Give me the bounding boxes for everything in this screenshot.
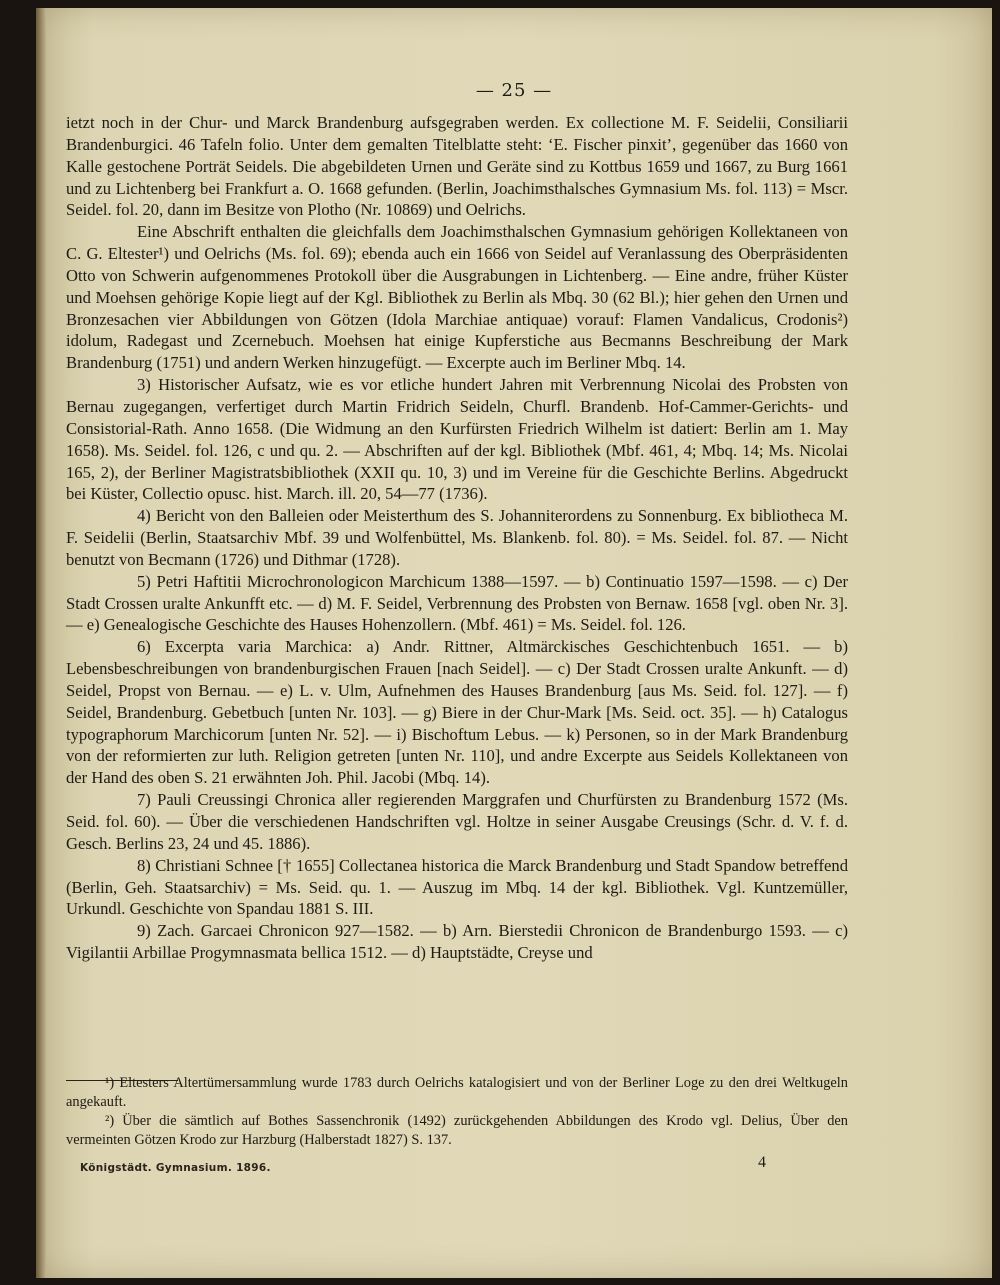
paragraph-1: ietzt noch in der Chur- und Marck Brandenburg aufsgegraben werden. Ex collectione M. F. Seidelii, Consiliarii Brandenburgici. 46 Tafeln folio. Unter dem gemalten Titelblatte steht: ‘E. Fischer pinxit’, gegenüber das 1660 von Kalle gestochene Porträt Seidels. Die abgebildeten Urnen und Geräte sind zu Kottbus 1659 und 1667, zu Burg 1661 und zu Lichtenberg bei Frankfurt a. O. 1668 gefunden. (Berlin, Joachimsthalsches Gymnasium Ms. fol. 113) = Mscr. Seidel. fol. 20, dann im Besitze von Plotho (Nr. 10869) und Oelrichs.: [66, 113, 848, 220]
paragraph-8: 8) Christiani Schnee [† 1655] Collectanea historica die Marck Brandenburg und Stadt Spandow betreffend (Berlin, Geh. Staatsarchiv) = Ms. Seid. qu. 1. — Auszug im Mbq. 14 der kgl. Bibliothek. Vgl. Kuntzemüller, Urkundl. Geschichte von Spandau 1881 S. III.: [66, 855, 848, 919]
paragraph-6: 6) Excerpta varia Marchica: a) Andr. Rittner, Altmärckisches Geschichtenbuch 1651. — b) Lebensbeschreibungen von brandenburgischen Frauen [nach Seidel]. — c) Der Stadt Crossen uralte Ankunft. — d) Seidel, Propst von Bernau. — e) L. v. Ulm, Aufnehmen des Hauses Brandenburg [aus Ms. Seid. fol. 127]. — f) Seidel, Brandenburg. Gebetbuch [unten Nr. 103]. — g) Biere in der Chur-Mark [Ms. Seid. oct. 35]. — h) Catalogus typographorum Marchicorum [unten Nr. 52]. — i) Bischoftum Lebus. — k) Personen, so in der Mark Brandenburg von der reformierten zur luth. Religion getreten [unten Nr. 110], und andre Excerpte aus Seidels Kollektaneen von der Hand des oben S. 21 erwähnten Joh. Phil. Jacobi (Mbq. 14).: [66, 637, 848, 788]
paragraph-7: 7) Pauli Creussingi Chronica aller regierenden Marggrafen und Churfürsten zu Brandenburg 1572 (Ms. Seid. fol. 60). — Über die verschiedenen Handschriften vgl. Holtze in seiner Ausgabe Creusings (Schr. d. V. f. d. Gesch. Berlins 23, 24 und 45. 1886).: [66, 790, 848, 853]
body-text: [66, 112, 848, 964]
paragraph-3: 3) Historischer Aufsatz, wie es vor etliche hundert Jahren mit Verbrennung Nicolai des Probsten von Bernau zugegangen, verfertiget durch Martin Fridrich Seideln, Churfl. Brandenb. Hof-Cammer-Gerichts- und Consistorial-Rath. Anno 1658. (Die Widmung an den Kurfürsten Friedrich Wilhelm ist datiert: Berlin am 1. May 1658). Ms. Seidel. fol. 126, c und qu. 2. — Abschriften auf der kgl. Bibliothek (Mbf. 461, 4; Mbq. 14; Ms. Nicolai 165, 2), der Berliner Magistratsbibliothek (XXII qu. 10, 3) und im Vereine für die Geschichte Berlins. Abgedruckt bei Küster, Collectio opusc. hist. March. ill. 20, 54—77 (1736).: [66, 375, 848, 504]
footnote-2: ²) Über die sämtlich auf Bothes Sassenchronik (1492) zurückgehenden Abbildungen des Krodo vgl. Delius, Über den vermeinten Götzen Krodo zur Harzburg (Halberstadt 1827) S. 137.: [66, 1113, 848, 1148]
page-number: — 25 —: [475, 80, 553, 101]
paragraph-9: 9) Zach. Garcaei Chronicon 927—1582. — b) Arn. Bierstedii Chronicon de Brandenburgo 1593. — c) Vigilantii Arbillae Progymnasmata bellica 1512. — d) Hauptstädte, Creyse und: [66, 921, 848, 963]
footnotes: [66, 1074, 848, 1150]
paragraph-2: Eine Abschrift enthalten die gleichfalls dem Joachimsthalschen Gymnasium gehörigen Kollektaneen von C. G. Eltester¹) und Oelrichs (Ms. fol. 69); ebenda auch ein 1666 von Seidel auf Veranlassung des Oberpräsidenten Otto von Schwerin aufgenommenes Protokoll über die Ausgrabungen in Lichtenberg. — Eine andre, früher Küster und Moehsen gehörige Kopie liegt auf der Kgl. Bibliothek zu Berlin als Mbq. 30 (62 Bl.); hier gehen den Urnen und Bronzesachen vier Abbildungen von Götzen (Idola Marchiae antiquae) vorauf: Flamen Vandalicus, Crodonis²) idolum, Radegast und Zcernebuch. Moehsen hat einige Kupferstiche aus Becmanns Beschreibung der Mark Brandenburg (1751) und andern Werken hinzugefügt. — Excerpte auch im Berliner Mbq. 14.: [66, 222, 848, 373]
printer-imprint: Königstädt. Gymnasium. 1896.: [80, 1162, 271, 1174]
page-spine-shadow: [36, 8, 46, 1278]
paragraph-5: 5) Petri Haftitii Microchronologicon Marchicum 1388—1597. — b) Continuatio 1597—1598. — c) Der Stadt Crossen uralte Ankunfft etc. — d) M. F. Seidel, Verbrennung des Probsten von Bernaw. 1658 [vgl. oben Nr. 3]. — e) Genealogische Geschichte des Hauses Hohenzollern. (Mbf. 461) = Ms. Seidel. fol. 126.: [66, 571, 848, 635]
footnote-1: ¹) Eltesters Altertümersammlung wurde 1783 durch Oelrichs katalogisiert und von der Berliner Loge zu den drei Weltkugeln angekauft.: [66, 1075, 848, 1110]
signature-mark: 4: [758, 1154, 766, 1171]
paragraph-4: 4) Bericht von den Balleien oder Meisterthum des S. Johanniterordens zu Sonnenburg. Ex bibliotheca M. F. Seidelii (Berlin, Staatsarchiv Mbf. 39 und Wolfenbüttel, Ms. Blankenb. fol. 80). = Ms. Seidel. fol. 87. — Nicht benutzt von Becmann (1726) und Dithmar (1728).: [66, 506, 848, 569]
